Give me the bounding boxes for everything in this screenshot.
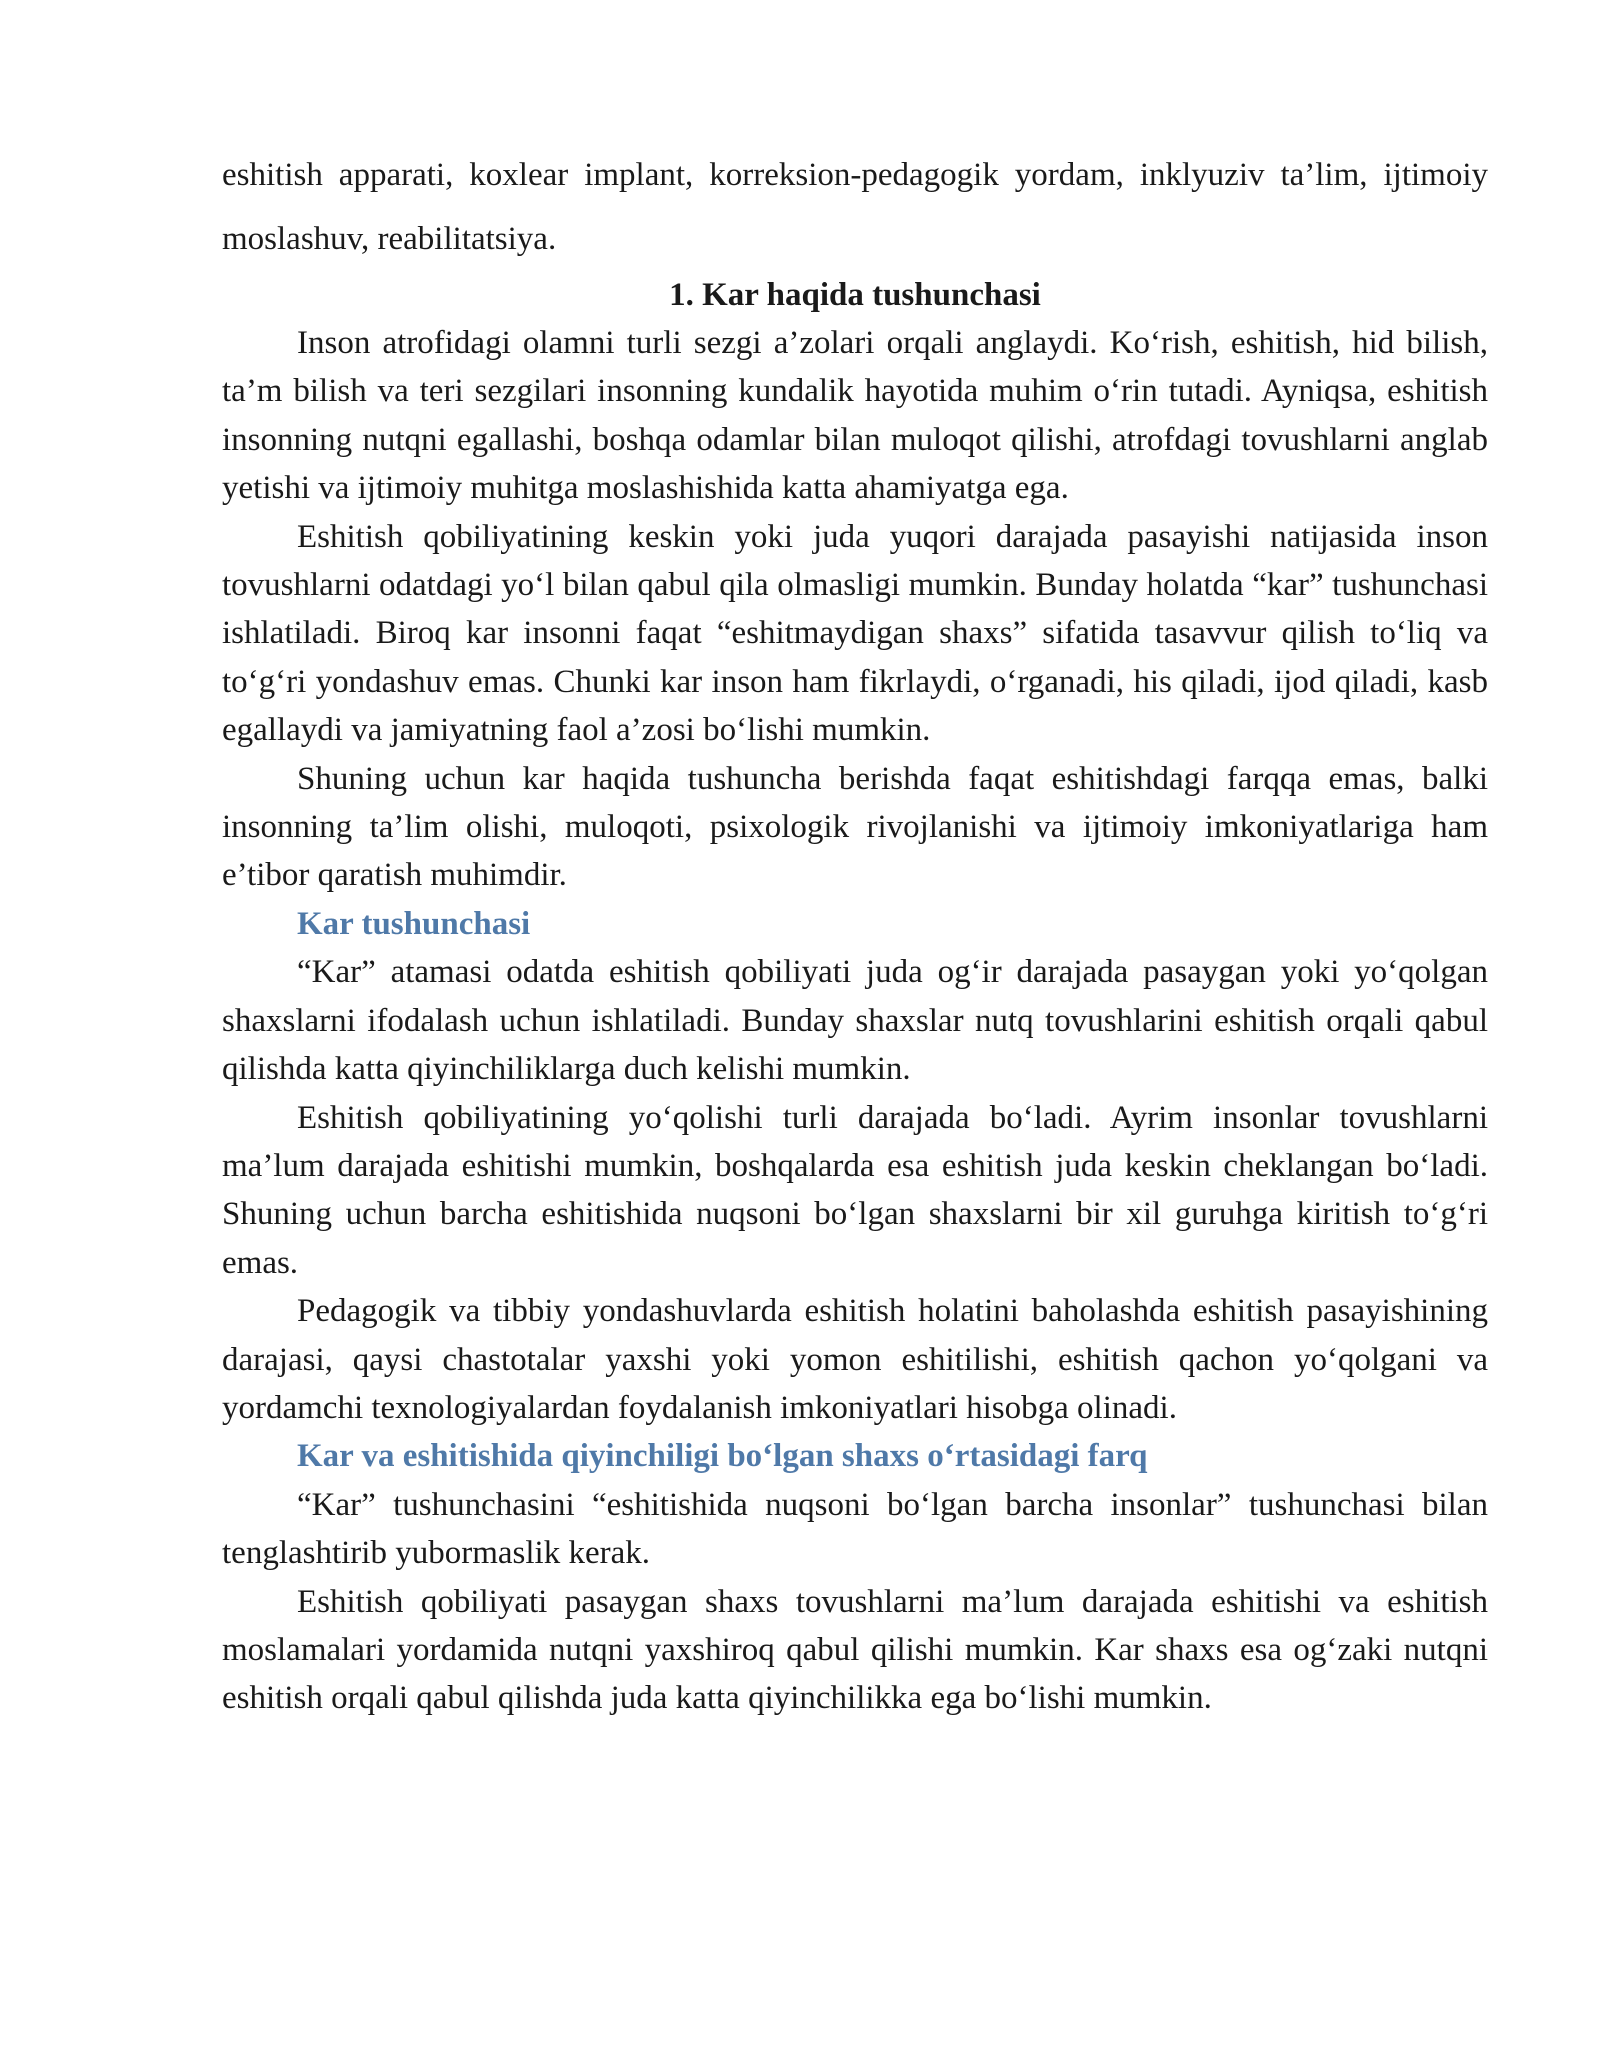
body-paragraph: Eshitish qobiliyati pasaygan shaxs tovushlarni ma’lum darajada eshitishi va eshitish moslamalari yordamida nutqni yaxshiroq qabul qilishi mumkin. Kar shaxs esa ogʻzaki nutqni eshitish orqali qabul qilishda juda katta qiyinchilikka ega boʻlishi mumkin. (222, 1583, 1488, 1717)
page-content (222, 143, 1488, 1723)
subsection-heading: Kar tushunchasi (297, 905, 531, 942)
section-title: 1. Kar haqida tushunchasi (669, 277, 1041, 313)
body-paragraph: Eshitish qobiliyatining keskin yoki juda yuqori darajada pasayishi natijasida inson tovushlarni odatdagi yoʻl bilan qabul qila olmasligi mumkin. Bunday holatda “kar” tushunchasi ishlatiladi. Biroq kar insonni faqat “eshitmaydigan shaxs” sifatida tasavvur qilish toʻliq va toʻgʻri yondashuv emas. Chunki kar inson ham fikrlaydi, oʻrganadi, his qiladi, ijod qiladi, kasb egallaydi va jamiyatning faol a’zosi boʻlishi mumkin. (222, 518, 1488, 749)
body-paragraph: Pedagogik va tibbiy yondashuvlarda eshitish holatini baholashda eshitish pasayishining darajasi, qaysi chastotalar yaxshi yoki yomon eshitilishi, eshitish qachon yoʻqolgani va yordamchi texnologiyalardan foydalanish imkoniyatlari hisobga olinadi. (222, 1293, 1488, 1426)
subsection-heading: Kar va eshitishida qiyinchiligi boʻlgan shaxs oʻrtasidagi farq (297, 1438, 1148, 1475)
body-paragraph: Eshitish qobiliyatining yoʻqolishi turli darajada boʻladi. Ayrim insonlar tovushlarni ma’lum darajada eshitishi mumkin, boshqalarda esa eshitish juda keskin cheklangan boʻladi. Shuning uchun barcha eshitishida nuqsoni boʻlgan shaxslarni bir xil guruhga kiritish toʻgʻri emas. (222, 1099, 1488, 1281)
keywords-paragraph: eshitish apparati, koxlear implant, korreksion-pedagogik yordam, inklyuziv ta’lim, ijtimoiy moslashuv, reabilitatsiya. (222, 157, 1488, 257)
body-paragraph: “Kar” atamasi odatda eshitish qobiliyati juda ogʻir darajada pasaygan yoki yoʻqolgan shaxslarni ifodalash uchun ishlatiladi. Bunday shaxslar nutq tovushlarini eshitish orqali qabul qilishda katta qiyinchiliklarga duch kelishi mumkin. (222, 954, 1488, 1088)
body-paragraph: Shuning uchun kar haqida tushuncha berishda faqat eshitishdagi farqqa emas, balki insonning ta’lim olishi, muloqoti, psixologik rivojlanishi va ijtimoiy imkoniyatlariga ham e’tibor qaratish muhimdir. (222, 760, 1488, 894)
body-paragraph: Inson atrofidagi olamni turli sezgi a’zolari orqali anglaydi. Koʻrish, eshitish, hid bilish, ta’m bilish va teri sezgilari insonning kundalik hayotida muhim oʻrin tutadi. Ayniqsa, eshitish insonning nutqni egallashi, boshqa odamlar bilan muloqot qilishi, atrofdagi tovushlarni anglab yetishi va ijtimoiy muhitga moslashishida katta ahamiyatga ega. (222, 325, 1488, 507)
body-paragraph: “Kar” tushunchasini “eshitishida nuqsoni boʻlgan barcha insonlar” tushunchasi bilan tenglashtirib yubormaslik kerak. (222, 1486, 1488, 1572)
